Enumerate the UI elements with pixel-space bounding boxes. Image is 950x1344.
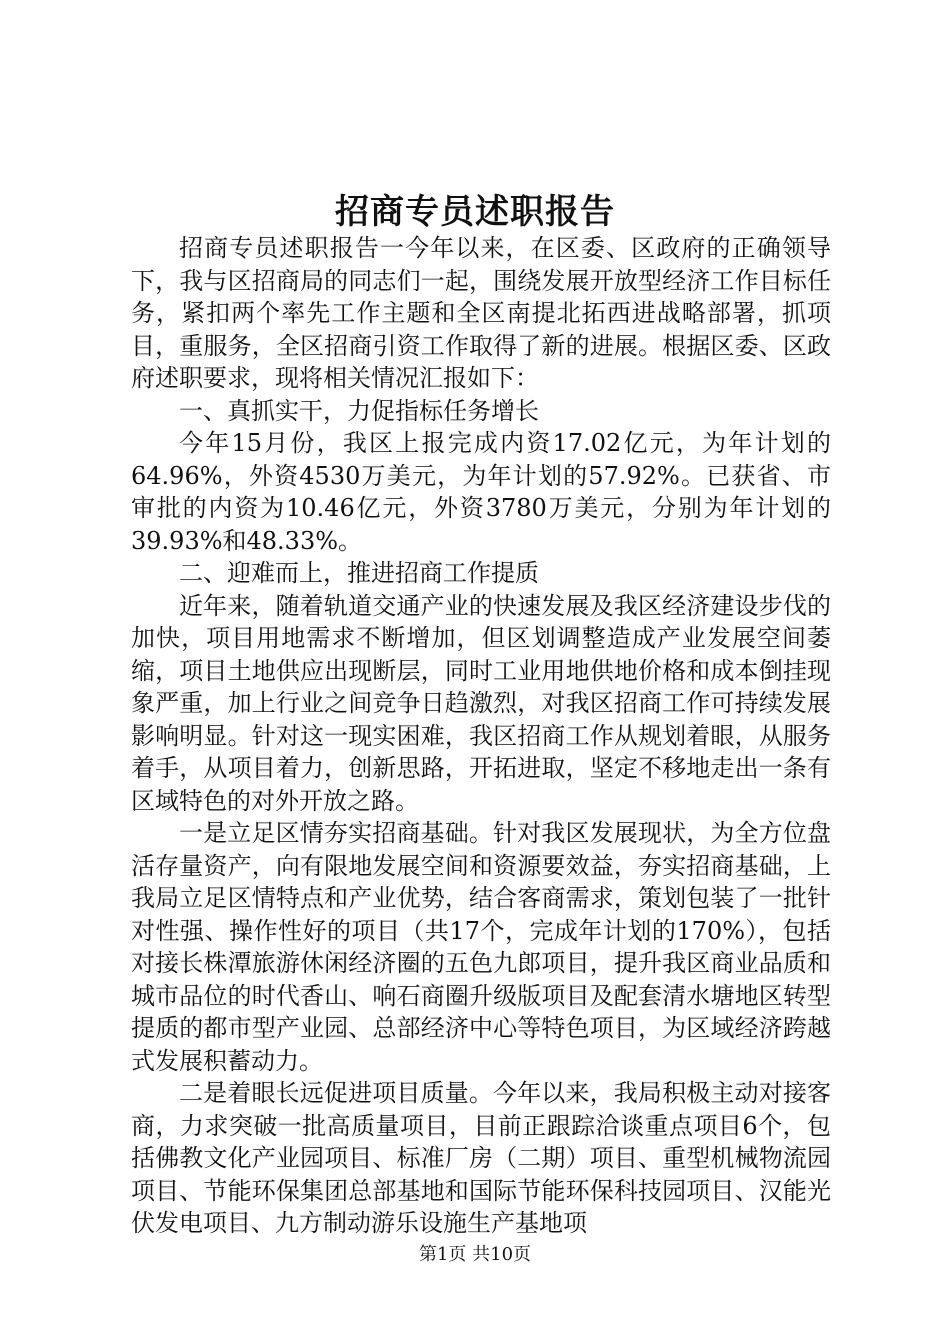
section-heading-2: 二、迎难而上，推进招商工作提质	[179, 559, 539, 587]
paragraph-background: 近年来，随着轨道交通产业的快速发展及我区经济建设步伐的加快，项目用地需求不断增加，但区划调整造成产业发展空间萎缩，项目土地供应出现断层，同时工业用地供地价格和成本倒挂现象严重，加上行业之间竞争日趋激烈，对我区招商工作可持续发展影响明显。针对这一现实困难，我区招商工作从规划着眼，从服务着手，从项目着力，创新思路，开拓进取，坚定不移地走出一条有区域特色的对外开放之路。	[131, 591, 831, 815]
document-title: 招商专员述职报告	[335, 192, 615, 232]
section-heading-1: 一、真抓实干，力促指标任务增长	[179, 396, 539, 425]
paragraph-point-2: 二是着眼长远促进项目质量。今年以来，我局积极主动对接客商，力求突破一批高质量项目，目前正跟踪洽谈重点项目6个，包括佛教文化产业园项目、标准厂房（二期）项目、重型机械物流园项目、节能环保集团总部基地和国际节能环保科技园项目、汉能光伏发电项目、九方制动游乐设施生产基地项	[131, 1079, 831, 1237]
page-footer: 第1页 共10页	[418, 1244, 532, 1265]
paragraph-figures: 今年15月份，我区上报完成内资17.02亿元，为年计划的64.96%，外资4530万美元，为年计划的57.92%。已获省、市审批的内资为10.46亿元，外资3780万美元，分别为年计划的39.93%和48.33%。	[131, 429, 831, 555]
paragraph-intro: 招商专员述职报告一今年以来，在区委、区政府的正确领导下，我与区招商局的同志们一起，围绕发展开放型经济工作目标任务，紧扣两个率先工作主题和全区南提北拓西进战略部署，抓项目，重服务，全区招商引资工作取得了新的进展。根据区委、区政府述职要求，现将相关情况汇报如下：	[131, 234, 831, 392]
document-body	[131, 232, 831, 1240]
paragraph-point-1: 一是立足区情夯实招商基础。针对我区发展现状，为全方位盘活存量资产，向有限地发展空间和资源要效益，夯实招商基础，上我局立足区情特点和产业优势，结合客商需求，策划包装了一批针对性强、操作性好的项目（共17个，完成年计划的170%），包括对接长株潭旅游休闲经济圈的五色九郎项目，提升我区商业品质和城市品位的时代香山、响石商圈升级版项目及配套清水塘地区转型提质的都市型产业园、总部经济中心等特色项目，为区域经济跨越式发展积蓄动力。	[131, 819, 831, 1075]
